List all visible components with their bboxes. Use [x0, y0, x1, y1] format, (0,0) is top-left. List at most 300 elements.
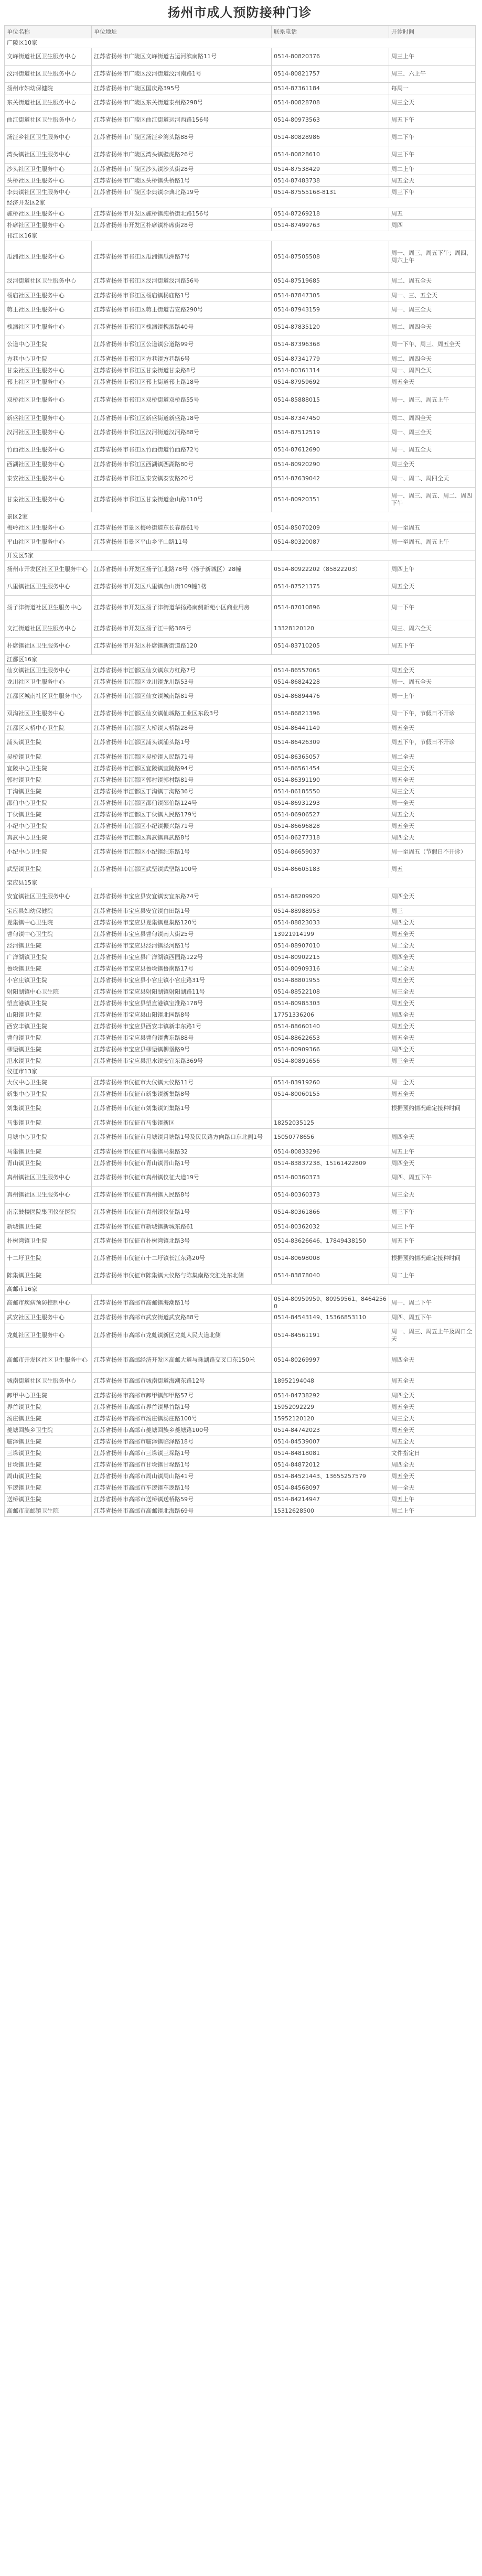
table-row — [5, 1221, 476, 1233]
unit-hours: 周一、周五全天 — [389, 441, 476, 459]
unit-name: 新集中心卫生院 — [5, 1088, 92, 1100]
unit-address: 江苏省扬州市仪征市青山镇青山路1号 — [92, 1158, 272, 1169]
unit-phone: 0514-84539007 — [272, 1436, 389, 1448]
district-group-row — [5, 551, 476, 561]
unit-address: 江苏省扬州市邗江区瓜洲镇瓜洲路7号 — [92, 241, 272, 273]
table-row — [5, 1117, 476, 1129]
unit-hours: 周三、周六全天 — [389, 620, 476, 638]
unit-name: 柳堡镇卫生院 — [5, 1044, 92, 1055]
unit-phone: 0514-80973563 — [272, 112, 389, 129]
unit-phone: 0514-80920351 — [272, 488, 389, 512]
unit-address: 江苏省扬州市仪征市刘集镇刘集路1号 — [92, 1100, 272, 1117]
unit-address: 江苏省扬州市江都区丁伙镇人民路179号 — [92, 809, 272, 821]
unit-hours: 周二全天 — [389, 751, 476, 763]
unit-address: 江苏省扬州市邗江区邗上街道邗上路18号 — [92, 376, 272, 388]
unit-phone: 0514-80320087 — [272, 534, 389, 551]
unit-hours: 周二全天 — [389, 963, 476, 975]
unit-name: 陈集镇卫生院 — [5, 1267, 92, 1285]
table-row — [5, 241, 476, 273]
table-row — [5, 1390, 476, 1402]
table-row — [5, 797, 476, 809]
unit-address: 江苏省扬州市邗江区蒋王街道吉安路290号 — [92, 301, 272, 319]
unit-phone: 0514-80833296 — [272, 1146, 389, 1158]
table-row — [5, 832, 476, 844]
unit-hours: 周五全天 — [389, 1402, 476, 1413]
unit-address: 江苏省扬州市开发区扬子江北路78号（扬子新城区）28幢 — [92, 561, 272, 578]
table-row — [5, 821, 476, 832]
unit-address: 江苏省扬州市宝应县山阳镇北园路8号 — [92, 1009, 272, 1021]
unit-hours — [389, 1117, 476, 1129]
unit-phone: 0514-80891656 — [272, 1055, 389, 1067]
unit-address: 江苏省扬州市仪征市马集镇新区 — [92, 1117, 272, 1129]
unit-name: 邗上社区卫生服务中心 — [5, 376, 92, 388]
table-row — [5, 861, 476, 878]
unit-phone: 0514-88660140 — [272, 1021, 389, 1032]
unit-address: 江苏省扬州市宝应县曹甸镇南大街25号 — [92, 929, 272, 940]
unit-phone: 0514-80922202（85822203） — [272, 561, 389, 578]
table-row — [5, 1021, 476, 1032]
table-row — [5, 459, 476, 470]
unit-name: 宝应县妇幼保健院 — [5, 906, 92, 917]
table-row — [5, 917, 476, 929]
table-row — [5, 1009, 476, 1021]
unit-address: 江苏省扬州市宝应县安宜镇安宜东路74号 — [92, 888, 272, 906]
unit-hours: 周三全天 — [389, 459, 476, 470]
unit-phone: 0514-86821396 — [272, 705, 389, 723]
unit-name: 方巷中心卫生院 — [5, 353, 92, 365]
unit-hours: 周一、周三全天 — [389, 424, 476, 441]
unit-name: 丁伙镇卫生院 — [5, 809, 92, 821]
table-row — [5, 376, 476, 388]
unit-address: 江苏省扬州市宝应县曹甸镇曹东路88号 — [92, 1032, 272, 1044]
table-row — [5, 705, 476, 723]
unit-phone: 0514-83837238、15161422809 — [272, 1158, 389, 1169]
unit-name: 城南街道社区卫生服务中心 — [5, 1373, 92, 1390]
unit-address: 江苏省扬州市高邮市周山镇周山路41号 — [92, 1471, 272, 1482]
unit-hours: 周三下午 — [389, 187, 476, 198]
unit-hours: 周二上午 — [389, 1267, 476, 1285]
unit-hours: 周一、周四全天 — [389, 365, 476, 376]
unit-address: 江苏省扬州市江都区丁沟镇丁沟路36号 — [92, 786, 272, 797]
unit-phone: 18252035125 — [272, 1117, 389, 1129]
unit-name: 新城镇卫生院 — [5, 1221, 92, 1233]
unit-phone: 0514-84521443、13655257579 — [272, 1471, 389, 1482]
unit-phone: 0514-87361184 — [272, 83, 389, 94]
unit-name: 李典镇社区卫生服务中心 — [5, 187, 92, 198]
unit-address: 江苏省扬州市宝应县柳堡镇柳堡路9号 — [92, 1044, 272, 1055]
unit-hours: 周五 — [389, 208, 476, 220]
unit-name: 青山镇卫生院 — [5, 1158, 92, 1169]
unit-phone: 0514-80909366 — [272, 1044, 389, 1055]
table-row — [5, 929, 476, 940]
unit-address: 江苏省扬州市江都区大桥镇大桥路28号 — [92, 723, 272, 734]
unit-address: 江苏省扬州市高邮市车逻镇车逻路1号 — [92, 1482, 272, 1494]
unit-hours: 周五全天 — [389, 929, 476, 940]
table-row — [5, 638, 476, 655]
unit-name: 三垛镇卫生院 — [5, 1448, 92, 1459]
table-row — [5, 665, 476, 676]
unit-address: 江苏省扬州市宝应县小官庄镇小官庄路31号 — [92, 975, 272, 986]
table-row — [5, 164, 476, 175]
unit-address: 江苏省扬州市宝应县夏集镇夏集路120号 — [92, 917, 272, 929]
unit-phone: 0514-87512519 — [272, 424, 389, 441]
table-row — [5, 129, 476, 146]
unit-hours: 根据预约情况确定接种时间 — [389, 1100, 476, 1117]
table-row — [5, 1044, 476, 1055]
unit-name: 大仪中心卫生院 — [5, 1077, 92, 1088]
unit-phone: 0514-84742023 — [272, 1425, 389, 1436]
unit-address: 江苏省扬州市宝应县安宜镇白田路1号 — [92, 906, 272, 917]
unit-name: 邵伯中心卫生院 — [5, 797, 92, 809]
table-row — [5, 48, 476, 66]
unit-address: 江苏省扬州市仪征市朴树湾镇北路3号 — [92, 1233, 272, 1250]
unit-address: 江苏省扬州市仪征市新集镇新集路8号 — [92, 1088, 272, 1100]
unit-phone: 0514-87538429 — [272, 164, 389, 175]
table-row — [5, 1505, 476, 1517]
table-row — [5, 424, 476, 441]
table-row — [5, 1158, 476, 1169]
unit-name: 西湖社区卫生服务中心 — [5, 459, 92, 470]
unit-name: 蒋王社区卫生服务中心 — [5, 301, 92, 319]
table-row — [5, 66, 476, 83]
unit-address: 江苏省扬州市江都区郭村镇郭村路81号 — [92, 774, 272, 786]
table-body — [5, 38, 476, 1517]
table-row — [5, 952, 476, 963]
unit-address: 江苏省扬州市广陵区文峰街道古运河滨南路11号 — [92, 48, 272, 66]
unit-phone: 0514-80820376 — [272, 48, 389, 66]
unit-address: 江苏省扬州市开发区施桥镇施桥街北路156号 — [92, 208, 272, 220]
table-row — [5, 998, 476, 1009]
unit-address: 江苏省扬州市宝应县鲁垛镇鲁南路17号 — [92, 963, 272, 975]
unit-name: 广洋湖镇卫生院 — [5, 952, 92, 963]
unit-hours: 周一、三、五全天 — [389, 290, 476, 301]
table-row — [5, 1267, 476, 1285]
unit-name: 扬州市妇幼保健院 — [5, 83, 92, 94]
unit-hours: 文件指定日 — [389, 1448, 476, 1459]
unit-hours: 周三全天 — [389, 1187, 476, 1204]
unit-phone: 0514-83919260 — [272, 1077, 389, 1088]
unit-name: 沙头社区卫生服务中心 — [5, 164, 92, 175]
table-row — [5, 786, 476, 797]
unit-name: 泰安社区卫生服务中心 — [5, 470, 92, 488]
district-group-label: 仪征市13家 — [5, 1067, 476, 1077]
unit-address: 江苏省扬州市景区梅岭街道东长春路61号 — [92, 522, 272, 534]
unit-phone: 0514-86277318 — [272, 832, 389, 844]
district-group-row — [5, 38, 476, 48]
table-row — [5, 1233, 476, 1250]
unit-phone: 0514-88907010 — [272, 940, 389, 952]
unit-name: 马集镇卫生院 — [5, 1146, 92, 1158]
page-title: 扬州市成人预防接种门诊 — [167, 5, 312, 20]
unit-hours: 周三下午 — [389, 1204, 476, 1221]
unit-phone: 0514-84214947 — [272, 1494, 389, 1505]
table-row — [5, 1295, 476, 1312]
table-row — [5, 940, 476, 952]
table-row — [5, 1088, 476, 1100]
unit-phone: 0514-80360373 — [272, 1187, 389, 1204]
unit-phone: 0514-88622653 — [272, 1032, 389, 1044]
unit-name: 山阳镇卫生院 — [5, 1009, 92, 1021]
unit-hours: 周三下午 — [389, 1221, 476, 1233]
unit-phone: 0514-86561454 — [272, 763, 389, 774]
unit-address: 江苏省扬州市高邮市汤庄镇汤庄路100号 — [92, 1413, 272, 1425]
unit-phone: 0514-88209920 — [272, 888, 389, 906]
unit-name: 曲江街道社区卫生服务中心 — [5, 112, 92, 129]
table-row — [5, 301, 476, 319]
unit-hours: 周四全天 — [389, 952, 476, 963]
table-header-row — [5, 26, 476, 38]
unit-phone: 0514-86894476 — [272, 688, 389, 705]
table-row — [5, 522, 476, 534]
table-row — [5, 413, 476, 424]
unit-hours: 周一至周五 — [389, 522, 476, 534]
table-row — [5, 83, 476, 94]
unit-hours: 周四全天 — [389, 1158, 476, 1169]
unit-phone: 0514-80828610 — [272, 146, 389, 164]
unit-phone: 0514-80985303 — [272, 998, 389, 1009]
unit-address: 江苏省扬州市邗江区竹西街道竹西路72号 — [92, 441, 272, 459]
unit-hours: 周二全天 — [389, 940, 476, 952]
unit-hours: 周五全天 — [389, 1436, 476, 1448]
unit-name: 安宜镇社区卫生服务中心 — [5, 888, 92, 906]
table-row — [5, 353, 476, 365]
unit-name: 八里镇社区卫生服务中心 — [5, 578, 92, 596]
unit-phone: 0514-87499763 — [272, 220, 389, 231]
unit-address: 江苏省扬州市江都区浦头镇浦头路1号 — [92, 734, 272, 751]
unit-name: 甘泉社区卫生服务中心 — [5, 365, 92, 376]
unit-name: 望直港镇卫生院 — [5, 998, 92, 1009]
table-row — [5, 1146, 476, 1158]
unit-address: 江苏省扬州市江都区真武镇真武路8号 — [92, 832, 272, 844]
unit-phone: 0514-87519685 — [272, 273, 389, 290]
district-group-row — [5, 655, 476, 665]
unit-phone: 18952194048 — [272, 1373, 389, 1390]
unit-phone: 0514-80361314 — [272, 365, 389, 376]
unit-hours: 周三全天 — [389, 763, 476, 774]
table-row — [5, 1482, 476, 1494]
unit-name: 泾河镇卫生院 — [5, 940, 92, 952]
unit-hours: 周二上午 — [389, 164, 476, 175]
unit-address: 江苏省扬州市开发区扬子津街道华扬路南侧新苑小区商业用房 — [92, 596, 272, 620]
unit-phone: 0514-80362032 — [272, 1221, 389, 1233]
unit-address: 江苏省扬州市景区平山乡平山路11号 — [92, 534, 272, 551]
unit-hours: 周一、周三、周五下午；周四、周六上午 — [389, 241, 476, 273]
table-row — [5, 290, 476, 301]
unit-address: 江苏省扬州市高邮市临泽镇临泽路18号 — [92, 1436, 272, 1448]
unit-address: 江苏省扬州市宝应县望直港镇宝淮路178号 — [92, 998, 272, 1009]
table-row — [5, 1373, 476, 1390]
unit-phone: 15050778656 — [272, 1129, 389, 1146]
unit-hours: 周一、周三、周五上午 — [389, 388, 476, 413]
unit-address: 江苏省扬州市江都区吴桥镇人民路71号 — [92, 751, 272, 763]
district-group-row — [5, 198, 476, 208]
district-group-label: 广陵区10家 — [5, 38, 476, 48]
district-group-label: 开发区5家 — [5, 551, 476, 561]
unit-hours: 周五上午 — [389, 1146, 476, 1158]
unit-hours: 周五下午 — [389, 1233, 476, 1250]
unit-address: 江苏省扬州市江都区龙川镇龙川路53号 — [92, 676, 272, 688]
district-group-label: 宝应县15家 — [5, 878, 476, 888]
table-row — [5, 1250, 476, 1267]
unit-phone: 0514-84568097 — [272, 1482, 389, 1494]
unit-address: 江苏省扬州市邗江区甘泉街道金山路110号 — [92, 488, 272, 512]
unit-phone: 0514-86391190 — [272, 774, 389, 786]
clinic-table — [4, 25, 476, 1517]
unit-hours: 周一、周三全天 — [389, 301, 476, 319]
unit-name: 马集镇卫生院 — [5, 1117, 92, 1129]
unit-phone: 0514-86365057 — [272, 751, 389, 763]
unit-address: 江苏省扬州市江都区宜陵镇宜陵路94号 — [92, 763, 272, 774]
unit-address: 江苏省扬州市仪征市新城镇新城东路61 — [92, 1221, 272, 1233]
unit-name: 射阳湖镇中心卫生院 — [5, 986, 92, 998]
unit-hours: 周五下午，节假日不开诊 — [389, 734, 476, 751]
unit-hours: 周四全天 — [389, 1459, 476, 1471]
unit-hours: 周一、周二、周四全天 — [389, 470, 476, 488]
unit-name: 汊河街道社区卫生服务中心 — [5, 273, 92, 290]
table-row — [5, 1448, 476, 1459]
unit-hours: 每周一 — [389, 83, 476, 94]
table-row — [5, 488, 476, 512]
unit-name: 甘垛镇卫生院 — [5, 1459, 92, 1471]
table-row — [5, 1494, 476, 1505]
unit-name: 高邮市高邮镇卫生院 — [5, 1505, 92, 1517]
unit-name: 新盛社区卫生服务中心 — [5, 413, 92, 424]
unit-phone: 0514-80920290 — [272, 459, 389, 470]
unit-phone: 0514-87639042 — [272, 470, 389, 488]
unit-name: 真州镇社区卫生服务中心 — [5, 1187, 92, 1204]
district-group-label: 邗江区16家 — [5, 231, 476, 241]
unit-name: 武坚镇卫生院 — [5, 861, 92, 878]
unit-address: 江苏省扬州市高邮市高邮镇海潮路1号 — [92, 1295, 272, 1312]
unit-phone: 15952092229 — [272, 1402, 389, 1413]
unit-phone: 0514-88801955 — [272, 975, 389, 986]
unit-address: 江苏省扬州市高邮市送桥镇送桥路59号 — [92, 1494, 272, 1505]
unit-name: 施桥社区卫生服务中心 — [5, 208, 92, 220]
table-row — [5, 94, 476, 112]
unit-hours: 周一至周五（节假日不开诊） — [389, 844, 476, 861]
unit-name: 汤汪乡社区卫生服务中心 — [5, 129, 92, 146]
district-group-label: 经济开发区2家 — [5, 198, 476, 208]
unit-phone: 0514-86441149 — [272, 723, 389, 734]
unit-phone: 0514-85888015 — [272, 388, 389, 413]
table-row — [5, 1312, 476, 1323]
unit-phone: 0514-80821757 — [272, 66, 389, 83]
unit-name: 鲁垛镇卫生院 — [5, 963, 92, 975]
unit-name: 氾水镇卫生院 — [5, 1055, 92, 1067]
table-row — [5, 470, 476, 488]
table-row — [5, 763, 476, 774]
unit-name: 朴席镇社区卫生服务中心 — [5, 638, 92, 655]
unit-phone: 0514-87943159 — [272, 301, 389, 319]
unit-address: 江苏省扬州市高邮市界首镇界首路1号 — [92, 1402, 272, 1413]
district-group-label: 高邮市16家 — [5, 1285, 476, 1295]
district-group-row — [5, 878, 476, 888]
unit-phone: 0514-80959959、80959561、84642560 — [272, 1295, 389, 1312]
unit-hours: 周五全天 — [389, 1425, 476, 1436]
table-row — [5, 751, 476, 763]
unit-name: 周山镇卫生院 — [5, 1471, 92, 1482]
table-row — [5, 175, 476, 187]
unit-phone: 0514-87847305 — [272, 290, 389, 301]
unit-address: 江苏省扬州市江都区邵伯镇邵伯路124号 — [92, 797, 272, 809]
table-row — [5, 578, 476, 596]
unit-name: 西安丰镇卫生院 — [5, 1021, 92, 1032]
table-row — [5, 1323, 476, 1348]
unit-name: 平山社区卫生服务中心 — [5, 534, 92, 551]
unit-name: 南京鼓楼医院集团仪征医院 — [5, 1204, 92, 1221]
unit-hours: 周二、周五全天 — [389, 273, 476, 290]
district-group-row — [5, 1285, 476, 1295]
unit-address: 江苏省扬州市江都区武坚镇武坚路100号 — [92, 861, 272, 878]
unit-address: 江苏省扬州市宝应县氾水镇安宜东路369号 — [92, 1055, 272, 1067]
unit-name: 十二圩卫生院 — [5, 1250, 92, 1267]
table-row — [5, 620, 476, 638]
unit-hours: 周五 — [389, 861, 476, 878]
unit-hours: 周四、周五下午 — [389, 1169, 476, 1187]
table-row — [5, 963, 476, 975]
table-row — [5, 319, 476, 336]
table-row — [5, 1459, 476, 1471]
unit-hours: 周五全天 — [389, 665, 476, 676]
unit-phone: 0514-86557065 — [272, 665, 389, 676]
unit-phone: 17751336206 — [272, 1009, 389, 1021]
unit-address: 江苏省扬州市高邮市城南街道海潮东路12号 — [92, 1373, 272, 1390]
unit-phone: 0514-80909316 — [272, 963, 389, 975]
unit-hours: 周一至周五、周五上午 — [389, 534, 476, 551]
unit-hours: 周一下午，节假日不开诊 — [389, 705, 476, 723]
unit-name: 双桥社区卫生服务中心 — [5, 388, 92, 413]
unit-address: 江苏省扬州市广陵区李典镇李典北路19号 — [92, 187, 272, 198]
table-row — [5, 220, 476, 231]
unit-name: 小纪中心卫生院 — [5, 821, 92, 832]
unit-address: 江苏省扬州市广陵区湾头镇壁虎路26号 — [92, 146, 272, 164]
unit-name: 宜陵中心卫生院 — [5, 763, 92, 774]
unit-hours: 周二、周四全天 — [389, 353, 476, 365]
unit-phone: 0514-80828708 — [272, 94, 389, 112]
unit-name: 竹西社区卫生服务中心 — [5, 441, 92, 459]
unit-address: 江苏省扬州市宝应县泾河镇泾河路1号 — [92, 940, 272, 952]
unit-hours: 周五全天 — [389, 723, 476, 734]
unit-phone: 0514-86906527 — [272, 809, 389, 821]
table-row — [5, 336, 476, 353]
unit-address: 江苏省扬州市江都区仙女镇城南路81号 — [92, 688, 272, 705]
unit-hours: 周五下午 — [389, 638, 476, 655]
unit-hours: 周四全天 — [389, 832, 476, 844]
unit-phone: 0514-84818081 — [272, 1448, 389, 1459]
unit-address: 江苏省扬州市邗江区公道镇公道路99号 — [92, 336, 272, 353]
unit-name: 界首镇卫生院 — [5, 1402, 92, 1413]
table-row — [5, 273, 476, 290]
unit-address: 江苏省扬州市高邮经济开发区高邮大道与珠湖路交叉口东150米 — [92, 1348, 272, 1373]
unit-phone: 0514-83626646、17849438150 — [272, 1233, 389, 1250]
unit-hours: 周四 — [389, 220, 476, 231]
unit-address: 江苏省扬州市高邮市甘垛镇甘垛路1号 — [92, 1459, 272, 1471]
table-row — [5, 723, 476, 734]
unit-name: 江都区城南社区卫生服务中心 — [5, 688, 92, 705]
unit-phone: 0514-80269997 — [272, 1348, 389, 1373]
unit-hours: 周五全天 — [389, 821, 476, 832]
table-row — [5, 1100, 476, 1117]
unit-hours: 周五全天 — [389, 578, 476, 596]
unit-hours: 周四全天 — [389, 888, 476, 906]
unit-hours: 周一上午 — [389, 688, 476, 705]
district-group-label: 景区2家 — [5, 512, 476, 522]
unit-phone: 0514-86426309 — [272, 734, 389, 751]
unit-hours: 周五全天 — [389, 1032, 476, 1044]
unit-hours: 周一、周二下午 — [389, 1295, 476, 1312]
unit-hours: 周三 — [389, 906, 476, 917]
table-row — [5, 534, 476, 551]
